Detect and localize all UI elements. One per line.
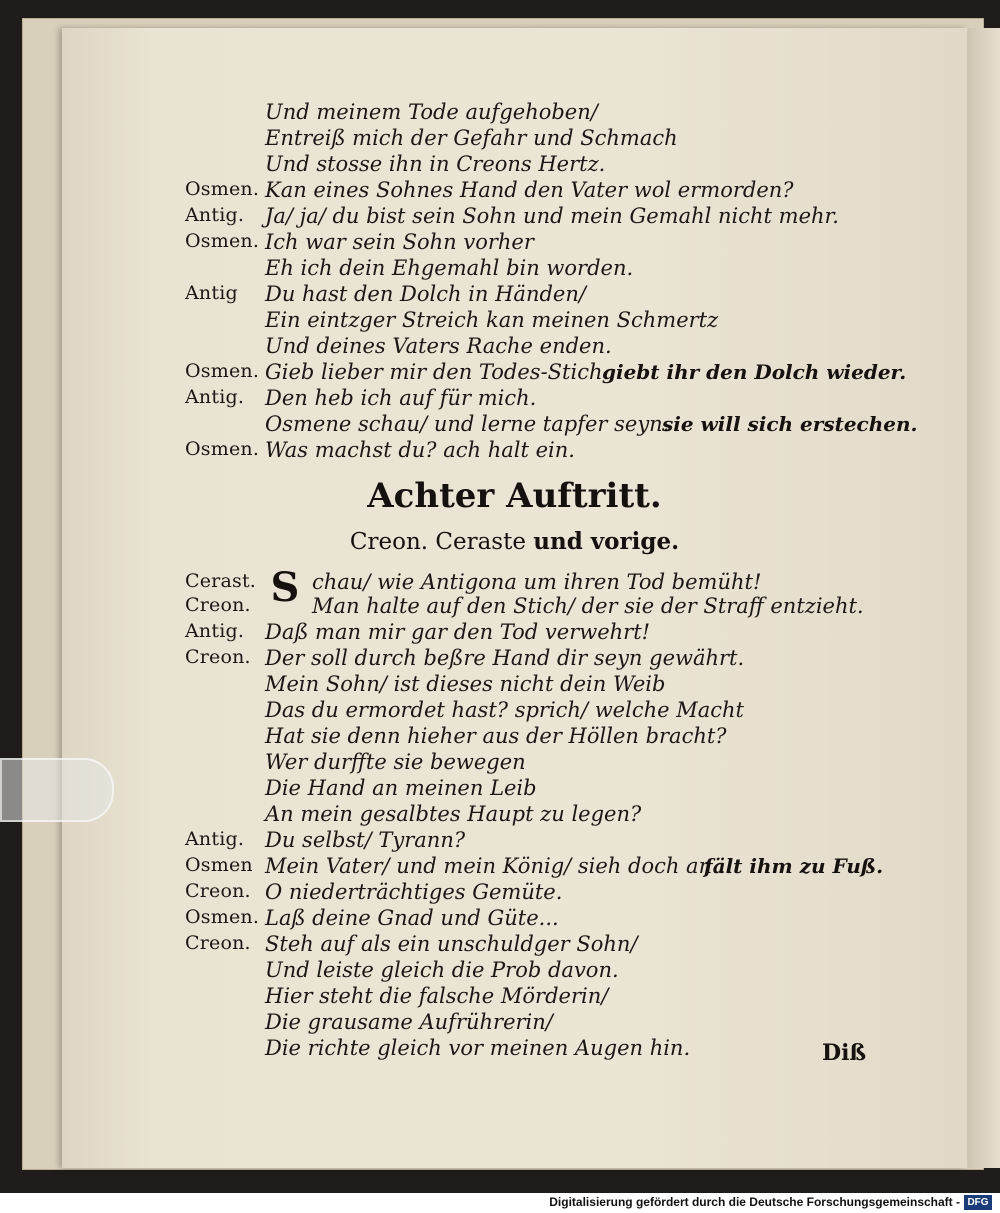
dialogue-line <box>62 620 967 646</box>
dialogue-line <box>62 958 967 984</box>
line-text: chau/ wie Antigona um ihren Tod bemüht! <box>312 570 762 594</box>
line-text: Die grausame Aufrührerin/ <box>265 1010 553 1034</box>
line-text: Du hast den Dolch in Händen/ <box>265 282 586 306</box>
dfg-logo: DFG <box>964 1195 992 1210</box>
stage-direction: fält ihm zu Fuß. <box>704 854 884 878</box>
line-text: Osmene schau/ und lerne tapfer seyn. <box>265 412 670 436</box>
dialogue-line <box>62 854 967 880</box>
dialogue-line <box>62 256 967 282</box>
line-text: Und deines Vaters Rache enden. <box>265 334 612 358</box>
dialogue-line <box>62 230 967 256</box>
dialogue-line <box>62 984 967 1010</box>
speaker: Osmen. <box>185 906 260 928</box>
dialogue-line <box>62 334 967 360</box>
scene-characters-names: Creon. Ceraste <box>349 529 526 555</box>
scene-characters <box>62 528 967 555</box>
speaker: Osmen. <box>185 230 260 252</box>
scene-characters-rest: und vorige. <box>533 528 680 555</box>
line-text: Was machst du? ach halt ein. <box>265 438 575 462</box>
line-text: Mein Sohn/ ist dieses nicht dein Weib <box>265 672 666 696</box>
dialogue-line <box>62 386 967 412</box>
dialogue-line <box>62 126 967 152</box>
line-text: Gieb lieber mir den Todes-Stich. <box>265 360 610 384</box>
dialogue-line <box>62 100 967 126</box>
line-text: Kan eines Sohnes Hand den Vater wol ermorden? <box>265 178 794 202</box>
line-text: Daß man mir gar den Tod verwehrt! <box>265 620 651 644</box>
speaker: Osmen. <box>185 360 260 382</box>
dialogue-line <box>62 802 967 828</box>
line-text: Ein eintzger Streich kan meinen Schmertz <box>265 308 719 332</box>
dialogue-line <box>62 750 967 776</box>
speaker: Osmen <box>185 854 253 876</box>
dialogue-line <box>62 152 967 178</box>
stage-direction: sie will sich erstechen. <box>662 412 918 436</box>
speaker: Antig. <box>185 828 245 850</box>
speaker: Cerast. <box>185 570 257 592</box>
dialogue-line <box>62 204 967 230</box>
line-text: Der soll durch beßre Hand dir seyn gewährt. <box>265 646 745 670</box>
line-text: Steh auf als ein unschuldger Sohn/ <box>265 932 638 956</box>
dialogue-line <box>62 906 967 932</box>
line-text: Ich war sein Sohn vorher <box>265 230 534 254</box>
dialogue-line <box>62 776 967 802</box>
line-text: Eh ich dein Ehgemahl bin worden. <box>265 256 634 280</box>
speaker: Osmen. <box>185 178 260 200</box>
dialogue-line <box>62 932 967 958</box>
dialogue-line <box>62 570 967 596</box>
line-text: Du selbst/ Tyrann? <box>265 828 466 852</box>
catchword: Diß <box>822 1040 867 1066</box>
footer-bar <box>0 1193 1000 1213</box>
speaker: Creon. <box>185 880 251 902</box>
dialogue-line <box>62 880 967 906</box>
scanner-thumb-artifact <box>0 758 114 822</box>
line-text: Die Hand an meinen Leib <box>265 776 537 800</box>
line-text: Das du ermordet hast? sprich/ welche Macht <box>265 698 744 722</box>
scene-heading: Achter Auftritt. <box>367 476 662 516</box>
speaker: Creon. <box>185 594 251 616</box>
line-text: Ja/ ja/ du bist sein Sohn und mein Gemahl nicht mehr. <box>265 204 839 228</box>
footer-credit: Digitalisierung gefördert durch die Deutsche Forschungsgemeinschaft - <box>549 1195 960 1209</box>
line-text: Man halte auf den Stich/ der sie der Straff entzieht. <box>312 594 864 618</box>
decorated-initial: S <box>270 564 300 611</box>
dialogue-line <box>62 1010 967 1036</box>
speaker: Antig <box>185 282 238 304</box>
line-text: O niederträchtiges Gemüte. <box>265 880 563 904</box>
dialogue-line <box>62 594 967 620</box>
line-text: Hier steht die falsche Mörderin/ <box>265 984 609 1008</box>
stage-direction: giebt ihr den Dolch wieder. <box>602 360 907 384</box>
line-text: An mein gesalbtes Haupt zu legen? <box>265 802 642 826</box>
facing-page-edge <box>968 28 1000 1168</box>
speaker: Osmen. <box>185 438 260 460</box>
dialogue-line <box>62 724 967 750</box>
dialogue-line <box>62 178 967 204</box>
line-text: Wer durffte sie bewegen <box>265 750 526 774</box>
line-text: Und stosse ihn in Creons Hertz. <box>265 152 606 176</box>
speaker: Antig. <box>185 204 245 226</box>
line-text: Laß deine Gnad und Güte... <box>265 906 559 930</box>
dialogue-line <box>62 672 967 698</box>
dialogue-line <box>62 828 967 854</box>
dialogue-line <box>62 438 967 464</box>
line-text: Mein Vater/ und mein König/ sieh doch an... <box>265 854 733 878</box>
line-text: Den heb ich auf für mich. <box>265 386 537 410</box>
speaker: Creon. <box>185 646 251 668</box>
speaker: Antig. <box>185 386 245 408</box>
book-page <box>62 28 967 1168</box>
dialogue-line <box>62 282 967 308</box>
line-text: Entreiß mich der Gefahr und Schmach <box>265 126 678 150</box>
dialogue-line <box>62 412 967 438</box>
line-text: Und meinem Tode aufgehoben/ <box>265 100 598 124</box>
dialogue-line <box>62 308 967 334</box>
speaker: Creon. <box>185 932 251 954</box>
line-text: Und leiste gleich die Prob davon. <box>265 958 619 982</box>
line-text: Hat sie denn hieher aus der Höllen bracht? <box>265 724 727 748</box>
dialogue-line <box>62 646 967 672</box>
dialogue-line <box>62 360 967 386</box>
line-text: Die richte gleich vor meinen Augen hin. <box>265 1036 691 1060</box>
dialogue-line <box>62 698 967 724</box>
speaker: Antig. <box>185 620 245 642</box>
